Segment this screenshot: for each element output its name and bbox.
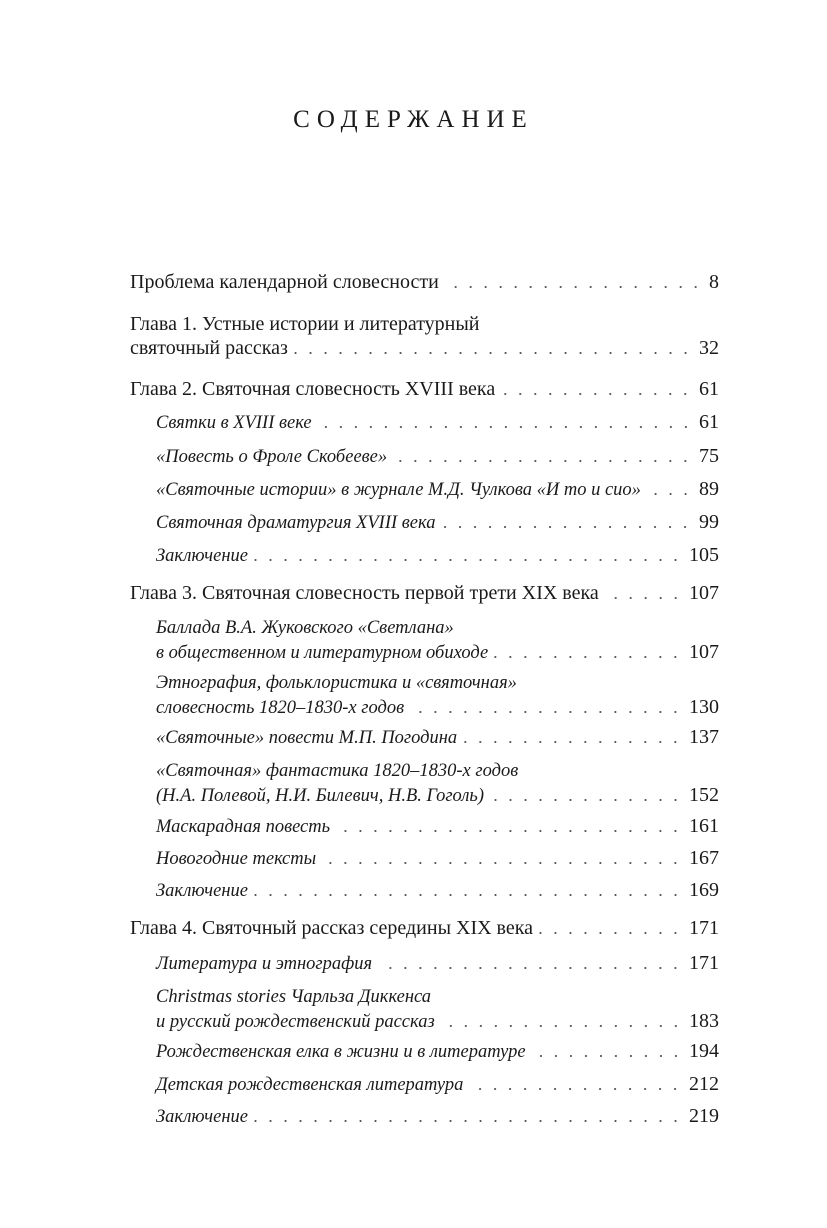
dot-leader (254, 558, 683, 562)
toc-chapter-entry (130, 916, 719, 940)
toc-section-entry (156, 759, 719, 807)
page-number: 194 (689, 1040, 719, 1062)
dot-leader (410, 710, 683, 714)
dot-leader (605, 596, 683, 600)
toc-entry-title: и русский рождественский рассказ (156, 1012, 435, 1032)
toc-line (156, 878, 719, 902)
toc-line (156, 444, 719, 468)
toc-line (156, 985, 719, 1009)
dot-leader (322, 861, 683, 865)
toc-section-entry (156, 878, 719, 902)
toc-entry-title: Баллада В.А. Жуковского «Светлана» (156, 618, 454, 638)
page-number: 183 (689, 1010, 719, 1032)
toc-line (156, 951, 719, 975)
toc-line (156, 725, 719, 749)
dot-leader (490, 798, 683, 802)
toc-line (130, 377, 719, 401)
toc-section-entry (156, 477, 719, 501)
page-number: 107 (689, 582, 719, 604)
dot-leader (254, 1119, 683, 1123)
toc-section-entry (156, 543, 719, 567)
page-number: 169 (689, 879, 719, 901)
dot-leader (336, 829, 683, 833)
page-number: 8 (709, 271, 719, 293)
toc-line (130, 312, 719, 336)
page-number: 75 (699, 445, 719, 467)
page-number: 105 (689, 544, 719, 566)
toc-section-entry (156, 410, 719, 434)
dot-leader (254, 893, 683, 897)
toc-line (156, 640, 719, 664)
toc-line (156, 783, 719, 807)
toc-entry-title: Маскарадная повесть (156, 817, 331, 837)
dot-leader (318, 425, 693, 429)
toc-line (156, 1009, 719, 1033)
page-number: 89 (699, 478, 719, 500)
toc-section-entry (156, 951, 719, 975)
toc-line (156, 1072, 719, 1096)
dot-leader (441, 1024, 683, 1028)
dot-leader (463, 740, 683, 744)
toc-entry-title: «Святочные» повести М.П. Погодина (156, 728, 458, 748)
dot-leader (393, 459, 693, 463)
toc-entry-title: Глава 4. Святочный рассказ середины XIX века (130, 917, 534, 939)
toc-entry-title: Глава 2. Святочная словесность XVIII века (130, 378, 496, 400)
toc-entry-title: «Святочные истории» в журнале М.Д. Чулкова «И то и сио» (156, 480, 641, 500)
toc-entry-title: Литература и этнография (156, 954, 373, 974)
dot-leader (469, 1087, 683, 1091)
toc-entry-title: Святочная драматургия XVIII века (156, 513, 436, 533)
page-number: 107 (689, 641, 719, 663)
toc-entry-title: Рождественская елка в жизни и в литературе (156, 1042, 526, 1062)
toc-section-entry (156, 725, 719, 749)
toc-chapter-entry (130, 270, 719, 294)
dot-leader (539, 931, 683, 935)
page-number: 61 (699, 411, 719, 433)
toc-entry-title: Заключение (156, 1107, 248, 1127)
toc-line (156, 695, 719, 719)
page-number: 137 (689, 726, 719, 748)
toc-section-entry (156, 444, 719, 468)
toc-line (156, 846, 719, 870)
toc-entry-title: Christmas stories Чарльза Диккенса (156, 987, 432, 1007)
toc-line (156, 1104, 719, 1128)
toc-entry-title: словесность 1820–1830-х годов (156, 698, 405, 718)
toc-entry-title: в общественном и литературном обиходе (156, 643, 489, 663)
page-number: 161 (689, 815, 719, 837)
toc-line (130, 336, 719, 360)
toc-section-entry (156, 671, 719, 719)
toc-entry-title: Детская рождественская литература (156, 1075, 464, 1095)
toc-line (156, 477, 719, 501)
page-title: СОДЕРЖАНИЕ (293, 106, 534, 133)
page-number: 171 (689, 952, 719, 974)
toc-line (156, 543, 719, 567)
toc-entry-title: Заключение (156, 881, 248, 901)
toc-line (156, 759, 719, 783)
page-number: 171 (689, 917, 719, 939)
toc-entry-title: Этнография, фольклористика и «святочная» (156, 673, 517, 693)
dot-leader (647, 492, 693, 496)
toc-line (156, 814, 719, 838)
toc-line (156, 410, 719, 434)
toc-entry-title: Глава 3. Святочная словесность первой трети XIX века (130, 582, 599, 604)
toc-section-entry (156, 1104, 719, 1128)
toc-line (156, 510, 719, 534)
toc-entry-title: (Н.А. Полевой, Н.И. Билевич, Н.В. Гоголь) (156, 786, 484, 806)
toc-entry-title: Глава 1. Устные истории и литературный (130, 313, 480, 335)
dot-leader (294, 351, 693, 355)
page-number: 130 (689, 696, 719, 718)
toc-entry-title: Проблема календарной словесности (130, 271, 439, 293)
toc-chapter-entry (130, 581, 719, 605)
toc-section-entry (156, 985, 719, 1033)
toc-line (156, 1039, 719, 1063)
page-number: 219 (689, 1105, 719, 1127)
toc-line (130, 581, 719, 605)
dot-leader (532, 1054, 683, 1058)
toc-chapter-entry (130, 377, 719, 401)
toc-entry-title: Святки в XVIII веке (156, 413, 312, 433)
dot-leader (494, 655, 683, 659)
toc-section-entry (156, 1072, 719, 1096)
page-number: 167 (689, 847, 719, 869)
dot-leader (441, 525, 693, 529)
page-number: 61 (699, 378, 719, 400)
page-number: 152 (689, 784, 719, 806)
toc-entry-title: Заключение (156, 546, 248, 566)
toc-line (130, 916, 719, 940)
toc-line (156, 671, 719, 695)
dot-leader (378, 966, 683, 970)
toc-chapter-entry (130, 312, 719, 360)
toc-section-entry (156, 616, 719, 664)
page-number: 212 (689, 1073, 719, 1095)
toc-section-entry (156, 814, 719, 838)
toc-section-entry (156, 510, 719, 534)
toc-line (156, 616, 719, 640)
page-number: 32 (699, 337, 719, 359)
toc-entry-title: святочный рассказ (130, 337, 288, 359)
toc-entry-title: «Святочная» фантастика 1820–1830-х годов (156, 761, 519, 781)
toc-entry-title: «Повесть о Фроле Скобееве» (156, 447, 388, 467)
toc-line (130, 270, 719, 294)
page-number: 99 (699, 511, 719, 533)
dot-leader (445, 285, 703, 289)
dot-leader (501, 392, 693, 396)
toc-section-entry (156, 846, 719, 870)
toc-section-entry (156, 1039, 719, 1063)
toc-entry-title: Новогодние тексты (156, 849, 317, 869)
